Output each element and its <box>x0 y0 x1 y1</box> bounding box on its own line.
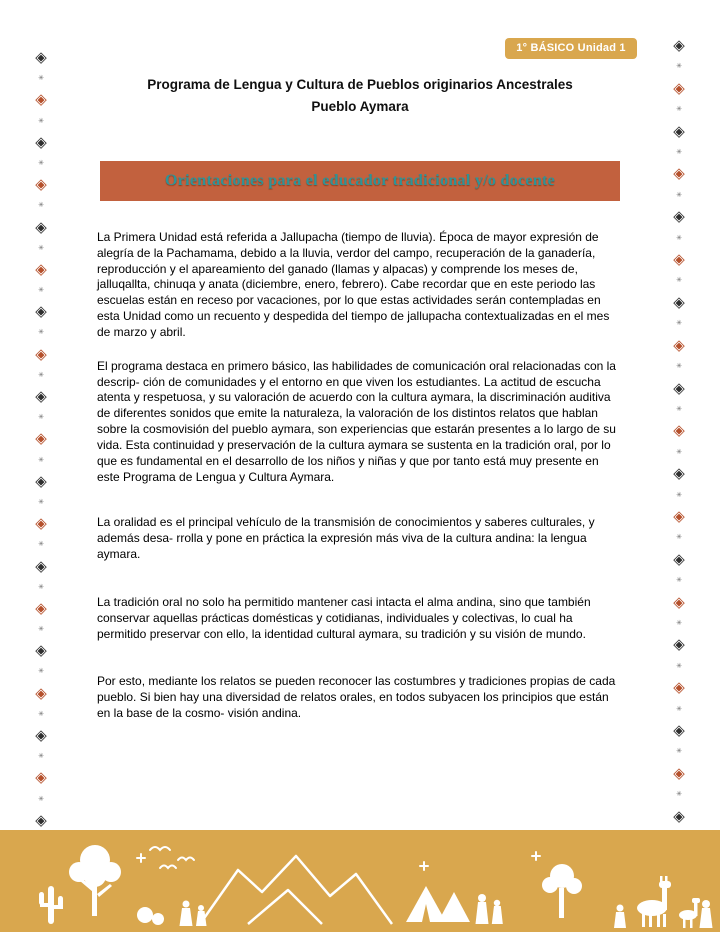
ornament-separator-icon: ✳ <box>676 148 682 157</box>
diamond-ornament-icon: ◈ <box>35 344 47 363</box>
ornament-separator-icon: ✳ <box>676 276 682 285</box>
ornament-separator-icon: ✳ <box>676 618 682 627</box>
ornament-separator-icon: ✳ <box>38 413 44 422</box>
paragraph-1: La Primera Unidad está referida a Jallupacha (tiempo de lluvia). Época de mayor expresión de alegría de la Pachamama, debido a la lluvia, verdor del campo, recuperación de la ganadería, reproducción y el apareamiento del ganado (llamas y alpacas) y comprende los meses de, jalluqallta, chinuqa y anata (diciembre, enero, febrero). Cabe recordar que en este periodo las escuelas están en receso por vacaciones, por lo que estas actividades serán contempladas en esta Unidad como un recuento y despedida del tiempo de jallupacha contextualizadas en el mes de marzo y abril. <box>97 230 610 339</box>
ornament-separator-icon: ✳ <box>676 404 682 413</box>
ornament-separator-icon: ✳ <box>676 190 682 199</box>
diamond-ornament-icon: ◈ <box>35 726 47 744</box>
diamond-ornament-icon: ◈ <box>673 378 685 397</box>
andean-landscape-illustration <box>0 830 720 932</box>
ornament-separator-icon: ✳ <box>676 704 682 713</box>
diamond-ornament-icon: ◈ <box>35 598 47 617</box>
diamond-ornament-icon: ◈ <box>673 678 685 697</box>
diamond-ornament-icon: ◈ <box>673 78 685 97</box>
ornament-separator-icon: ✳ <box>38 794 44 803</box>
diamond-ornament-icon: ◈ <box>673 421 685 440</box>
ornament-separator-icon: ✳ <box>38 74 44 83</box>
paragraph-3: La oralidad es el principal vehículo de la transmisión de conocimientos y saberes culturales, y además desa- rrolla y pone en práctica la expresión más viva de la cultura andina: la lengua aymara. <box>97 515 595 562</box>
diamond-ornament-icon: ◈ <box>35 90 47 109</box>
diamond-ornament-icon: ◈ <box>673 36 685 54</box>
diamond-ornament-icon: ◈ <box>673 549 685 568</box>
paragraph-2: El programa destaca en primero básico, las habilidades de comunicación oral relacionadas con la descrip- ción de comunidades y el entorno en que viven los estudiantes. La actitud de escucha atenta y respetuosa, y su valoración de acuerdo con la cultura aymara, la discriminación auditiva de diferentes sonidos que emite la naturaleza, la valoración de los distintos relatos que hablan sobre la cosmovisión del pueblo aymara, son experiencias que estarán presentes a lo largo de su vida. Esta continuidad y preservación de la cultura aymara se sustenta en la tradición oral, por lo que es fundamental en el desarrollo de los niños y niñas y que por tanto está muy presente en este Programa de Lengua y Cultura Aymara. <box>97 358 616 484</box>
diamond-ornament-icon: ◈ <box>673 335 685 354</box>
ornament-separator-icon: ✳ <box>38 328 44 337</box>
diamond-ornament-icon: ◈ <box>35 302 47 321</box>
ornament-separator-icon: ✳ <box>676 661 682 670</box>
pueblo-subtitle-line: Pueblo Aymara <box>311 99 409 114</box>
ornament-separator-icon: ✳ <box>676 576 682 585</box>
unit-badge: 1° BÁSICO Unidad 1 <box>505 38 637 59</box>
page-title <box>60 74 660 118</box>
footer-banner <box>0 830 720 932</box>
ornament-separator-icon: ✳ <box>38 497 44 506</box>
diamond-ornament-icon: ◈ <box>35 514 47 533</box>
ornament-separator-icon: ✳ <box>676 447 682 456</box>
ornament-separator-icon: ✳ <box>676 233 682 242</box>
program-title-line: Programa de Lengua y Cultura de Pueblos originarios Ancestrales <box>147 77 573 92</box>
diamond-ornament-icon: ◈ <box>673 806 685 825</box>
ornament-separator-icon: ✳ <box>38 582 44 591</box>
diamond-ornament-icon: ◈ <box>35 429 47 448</box>
ornament-separator-icon: ✳ <box>38 243 44 252</box>
diamond-ornament-icon: ◈ <box>673 164 685 183</box>
ornament-separator-icon: ✳ <box>676 490 682 499</box>
diamond-ornament-icon: ◈ <box>673 721 685 739</box>
ornament-separator-icon: ✳ <box>38 455 44 464</box>
diamond-ornament-icon: ◈ <box>35 810 47 829</box>
ornament-separator-icon: ✳ <box>676 747 682 756</box>
ornament-separator-icon: ✳ <box>676 62 682 71</box>
diamond-ornament-icon: ◈ <box>35 387 47 405</box>
diamond-ornament-icon: ◈ <box>673 292 685 311</box>
ornament-separator-icon: ✳ <box>38 667 44 676</box>
ornament-separator-icon: ✳ <box>38 286 44 295</box>
paragraph-5: Por esto, mediante los relatos se pueden reconocer las costumbres y tradiciones propias de cada pueblo. Si bien hay una diversidad de relatos orales, en todos subyacen los principios que están en la base de la cosmo- visión andina. <box>97 674 616 721</box>
paragraph-4: La tradición oral no solo ha permitido mantener casi intacta el alma andina, sino que también conservar aquellas prácticas domésticas y cotidianas, individuales y colectivas, lo cual ha permitido preservar con ello, la identidad cultural aymara, su tradición y su visión de mundo. <box>97 594 591 641</box>
ornament-separator-icon: ✳ <box>38 625 44 634</box>
ornament-separator-icon: ✳ <box>38 201 44 210</box>
diamond-ornament-icon: ◈ <box>673 592 685 611</box>
diamond-ornament-icon: ◈ <box>35 48 47 66</box>
ornament-separator-icon: ✳ <box>676 790 682 799</box>
diamond-ornament-icon: ◈ <box>35 768 47 787</box>
diamond-ornament-icon: ◈ <box>673 121 685 140</box>
diamond-ornament-icon: ◈ <box>673 464 685 483</box>
ornament-separator-icon: ✳ <box>38 752 44 761</box>
diamond-ornament-icon: ◈ <box>35 175 47 194</box>
ornament-separator-icon: ✳ <box>676 105 682 114</box>
diamond-ornament-icon: ◈ <box>673 506 685 525</box>
diamond-ornament-icon: ◈ <box>35 259 47 278</box>
section-header-bar <box>100 161 620 201</box>
diamond-ornament-icon: ◈ <box>673 207 685 226</box>
diamond-ornament-icon: ◈ <box>673 250 685 269</box>
diamond-ornament-icon: ◈ <box>35 217 47 236</box>
diamond-ornament-icon: ◈ <box>673 763 685 782</box>
ornament-separator-icon: ✳ <box>676 362 682 371</box>
ornament-separator-icon: ✳ <box>38 370 44 379</box>
diamond-ornament-icon: ◈ <box>35 132 47 151</box>
diamond-ornament-icon: ◈ <box>35 471 47 490</box>
diamond-ornament-icon: ◈ <box>35 556 47 575</box>
diamond-ornament-icon: ◈ <box>673 635 685 654</box>
ornament-separator-icon: ✳ <box>676 533 682 542</box>
diamond-ornament-icon: ◈ <box>35 683 47 702</box>
ornament-separator-icon: ✳ <box>38 540 44 549</box>
left-border-ornament <box>28 50 54 828</box>
ornament-separator-icon: ✳ <box>676 319 682 328</box>
section-header-text: Orientaciones para el educador tradicional y/o docente <box>164 172 556 189</box>
ornament-separator-icon: ✳ <box>38 158 44 167</box>
diamond-ornament-icon: ◈ <box>35 641 47 660</box>
ornament-separator-icon: ✳ <box>38 116 44 125</box>
right-border-ornament <box>666 38 692 824</box>
ornament-separator-icon: ✳ <box>38 709 44 718</box>
body-text <box>97 230 622 722</box>
